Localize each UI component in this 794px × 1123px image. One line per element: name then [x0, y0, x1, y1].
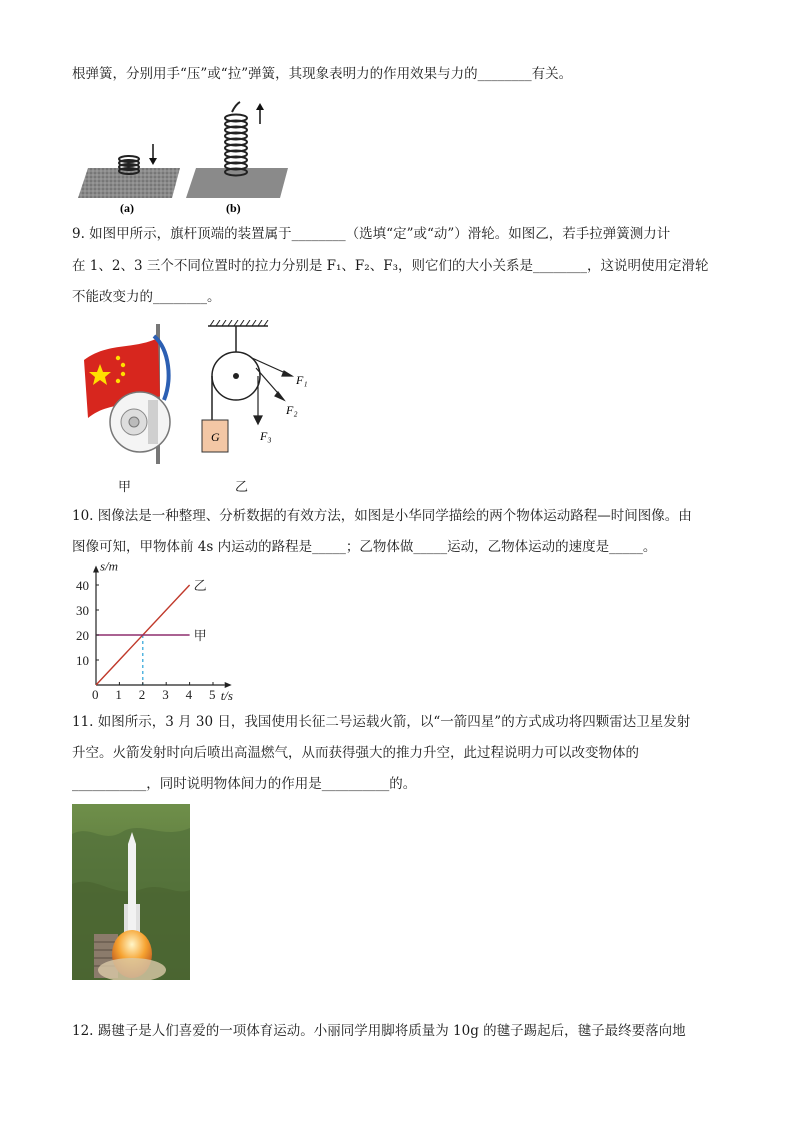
y-tick-label: 10 — [76, 653, 89, 668]
rocket-photo — [72, 804, 190, 980]
q10-line1: 10. 图像法是一种整理、分析数据的有效方法，如图是小华同学描绘的两个物体运动路程—时间图像。由 — [72, 508, 692, 524]
stretched-spring — [225, 102, 247, 176]
series-label-1: 乙 — [193, 578, 207, 593]
caption-jia: 甲 — [118, 480, 132, 495]
origin-label: 0 — [92, 687, 99, 702]
series-label-2: 甲 — [193, 628, 207, 643]
y-tick-label: 40 — [76, 578, 89, 593]
q11-line2: 升空。火箭发射时向后喷出高温燃气，从而获得强大的推力升空，此过程说明力可以改变物体的 — [72, 745, 639, 761]
arrow-down-icon — [149, 144, 157, 165]
q11-line1: 11. 如图所示，3 月 30 日，我国使用长征二号运载火箭，以“一箭四星”的方式成功将四颗雷达卫星发射 — [72, 714, 691, 730]
arrow-up-icon — [256, 103, 264, 124]
y-axis-label: s/m — [100, 560, 119, 574]
x-tick-label: 1 — [115, 687, 122, 702]
q10-line2: 图像可知，甲物体前 4s 内运动的路程是_____；乙物体做_____运动，乙物体运动的速度是_____。 — [72, 539, 657, 555]
spring-figure — [74, 92, 290, 216]
q12-line1: 12. 踢毽子是人们喜爱的一项体育运动。小丽同学用脚将质量为 10g 的毽子踢起后，毽子最终要落向地 — [72, 1023, 686, 1039]
force-f2-label: F₂ — [286, 403, 298, 417]
caption-yi: 乙 — [235, 480, 249, 495]
q11-line3: ___________，同时说明物体间力的作用是__________的。 — [72, 776, 417, 792]
st-graph — [70, 560, 270, 705]
weight-label: G — [211, 430, 220, 444]
q9-line1: 9. 如图甲所示，旗杆顶端的装置属于________（选填“定”或“动”）滑轮。如图乙，若手拉弹簧测力计 — [72, 226, 671, 242]
force-f3-label: F₃ — [260, 429, 272, 443]
y-axis-arrow — [93, 566, 99, 573]
y-tick-label: 20 — [76, 628, 89, 643]
x-tick-label: 3 — [162, 687, 169, 702]
q9-line3: 不能改变力的________。 — [72, 289, 221, 305]
flag-figure — [78, 320, 178, 466]
force-f1-label: F₁ — [296, 373, 308, 387]
q8-text: 根弹簧，分别用手“压”或“拉”弹簧，其现象表明力的作用效果与力的________有关。 — [72, 66, 573, 82]
q9-line2: 在 1、2、3 三个不同位置时的拉力分别是 F₁、F₂、F₃，则它们的大小关系是________，这说明使用定滑轮 — [72, 258, 709, 274]
label-a: (a) — [120, 201, 134, 215]
rocket — [128, 844, 136, 934]
label-b: (b) — [226, 201, 241, 215]
y-tick-label: 30 — [76, 603, 89, 618]
x-tick-label: 4 — [185, 687, 193, 702]
x-axis-label: t/s — [220, 688, 233, 703]
pulley-figure — [200, 320, 330, 460]
board-b — [186, 168, 288, 198]
x-tick-label: 5 — [209, 687, 216, 702]
x-tick-label: 2 — [138, 687, 146, 702]
